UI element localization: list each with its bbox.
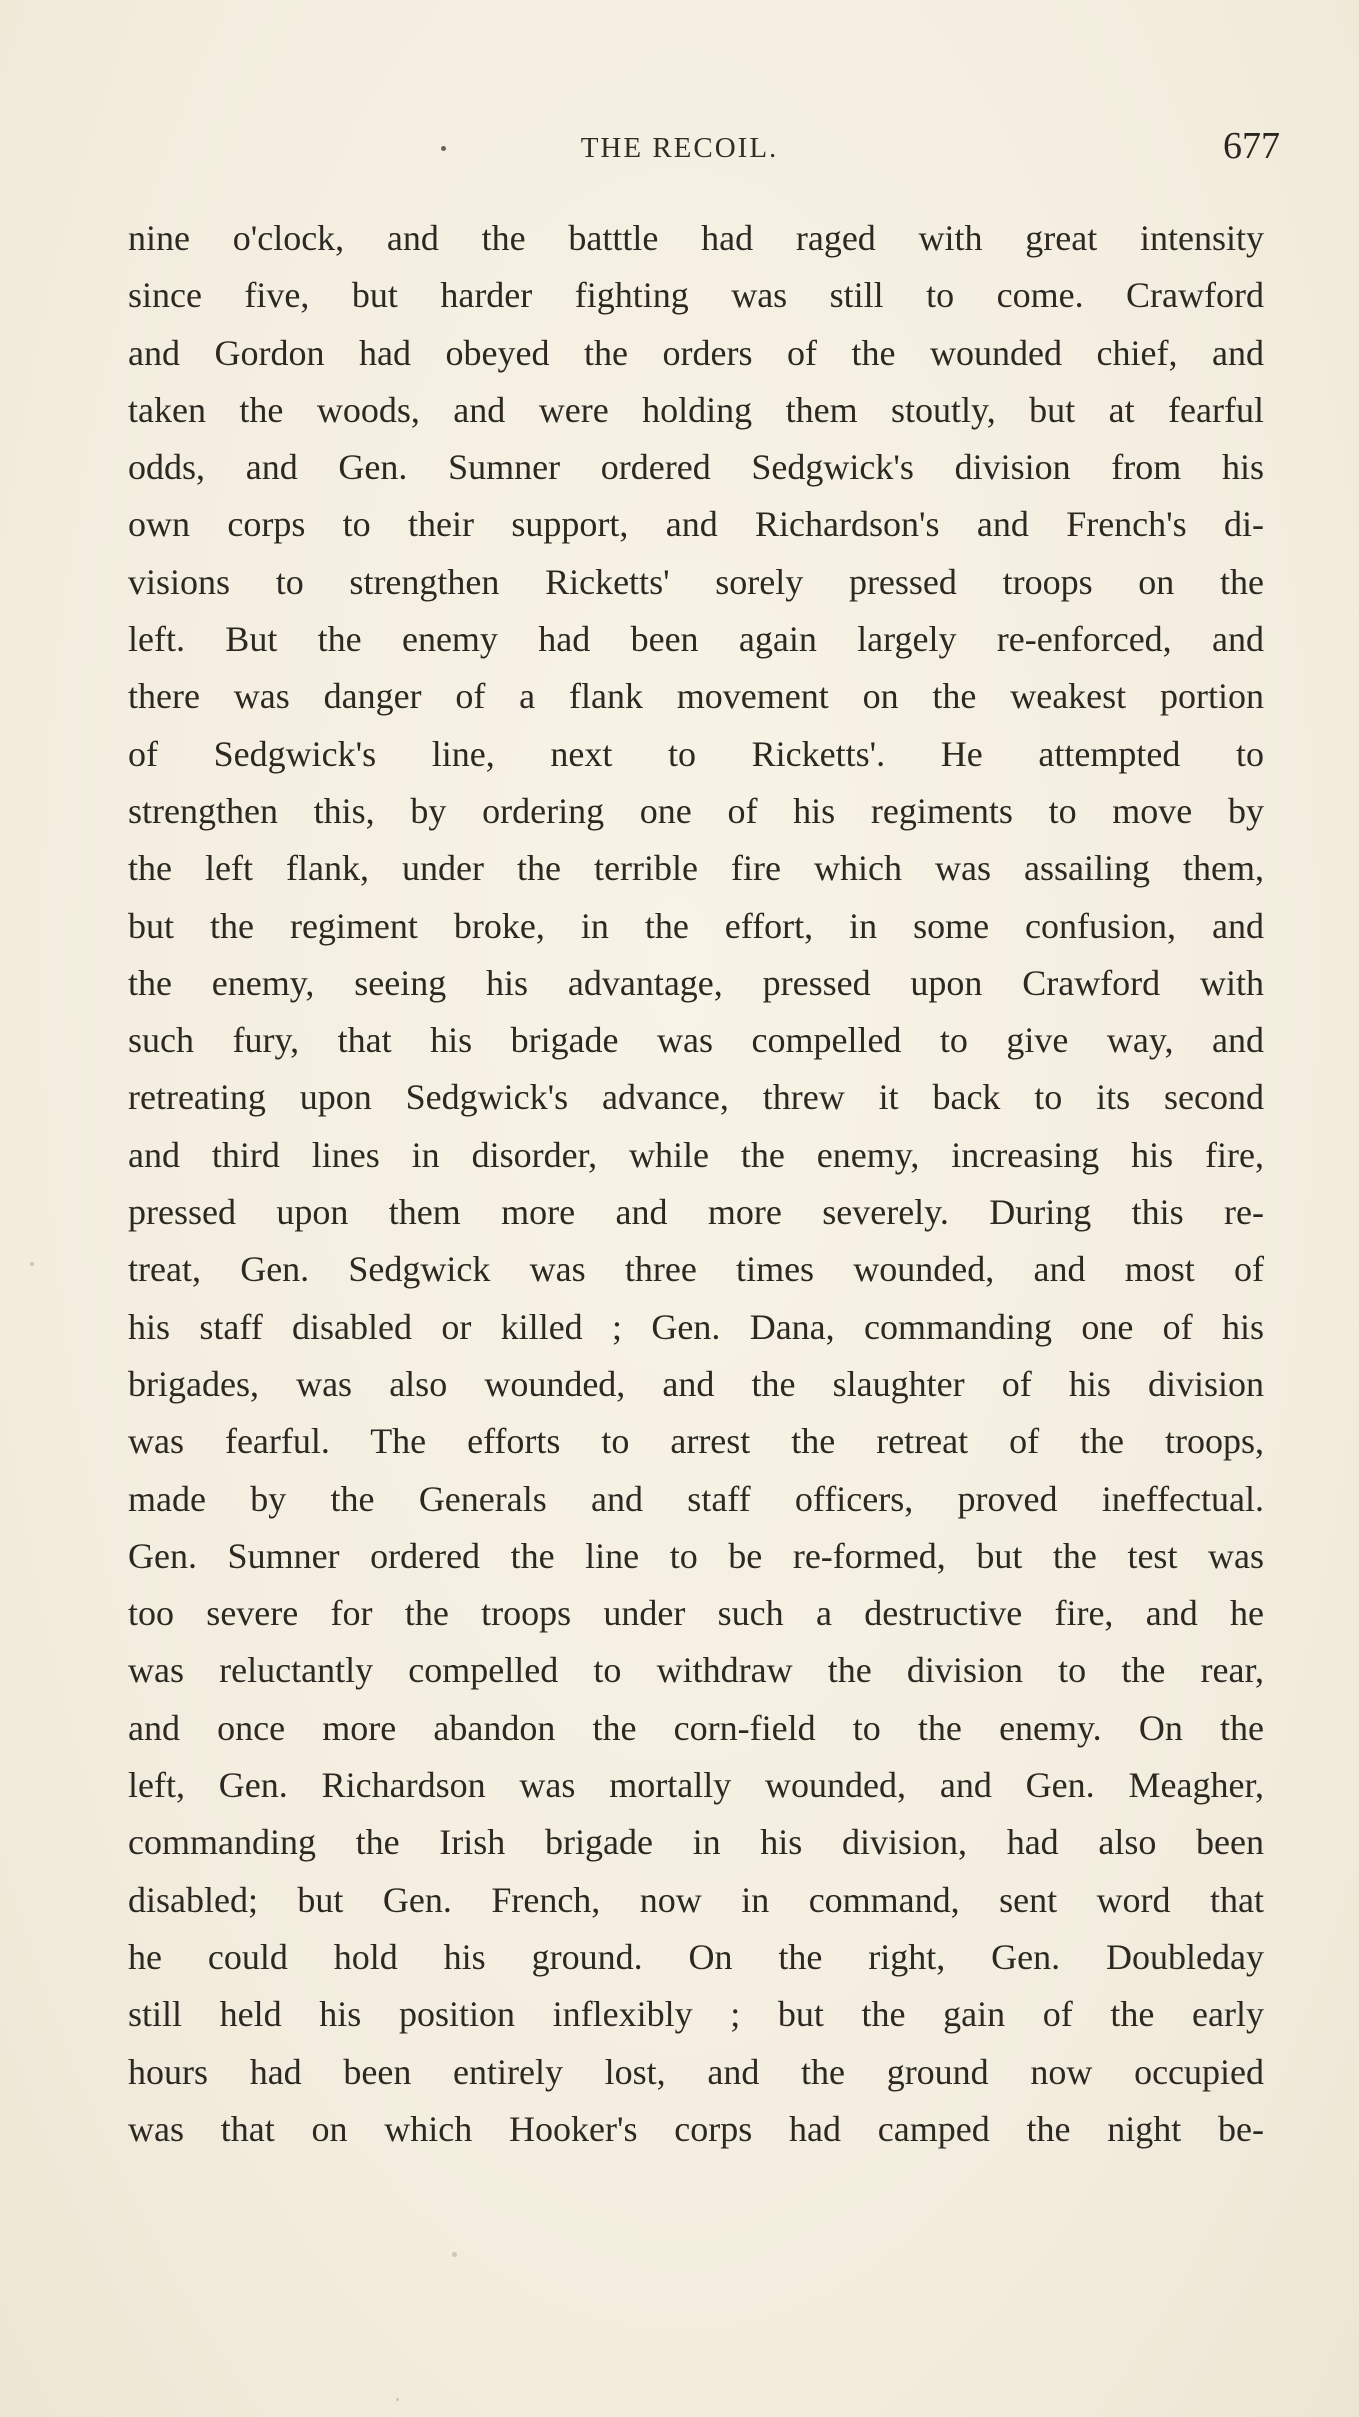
text-line: the left flank, under the terrible fire which was assailing them, bbox=[128, 848, 1264, 889]
text-line: the enemy, seeing his advantage, pressed upon Crawford with bbox=[128, 962, 1264, 1003]
text-line: retreating upon Sedgwick's advance, threw it back to its second bbox=[128, 1077, 1264, 1118]
paper-speck bbox=[30, 1262, 34, 1266]
text-line: since five, but harder fighting was still to come. Crawford bbox=[128, 275, 1264, 316]
text-line: treat, Gen. Sedgwick was three times wounded, and most of bbox=[128, 1249, 1264, 1290]
chapter-title: THE RECOIL. bbox=[580, 132, 779, 164]
text-line: commanding the Irish brigade in his division, had also been bbox=[128, 1822, 1264, 1863]
text-line: visions to strengthen Ricketts' sorely pressed troops on the bbox=[128, 561, 1264, 602]
body-text bbox=[128, 210, 1264, 2158]
text-line: was fearful. The efforts to arrest the retreat of the troops, bbox=[128, 1421, 1264, 1462]
text-line: Gen. Sumner ordered the line to be re-formed, but the test was bbox=[128, 1535, 1264, 1576]
page-number: 677 bbox=[1223, 125, 1280, 167]
text-line: strengthen this, by ordering one of his regiments to move by bbox=[128, 790, 1264, 831]
text-line: and Gordon had obeyed the orders of the wounded chief, and bbox=[128, 332, 1264, 373]
text-line: own corps to their support, and Richardson's and French's di- bbox=[128, 504, 1264, 545]
text-line: brigades, was also wounded, and the slaughter of his division bbox=[128, 1363, 1264, 1404]
text-line: was that on which Hooker's corps had camped the night be- bbox=[128, 2108, 1264, 2149]
text-line: but the regiment broke, in the effort, in some confusion, and bbox=[128, 905, 1264, 946]
text-line: was reluctantly compelled to withdraw the division to the rear, bbox=[128, 1650, 1264, 1691]
text-line: odds, and Gen. Sumner ordered Sedgwick's division from his bbox=[128, 447, 1264, 488]
text-line: nine o'clock, and the batttle had raged with great intensity bbox=[128, 218, 1264, 258]
text-line: he could hold his ground. On the right, Gen. Doubleday bbox=[128, 1936, 1264, 1977]
text-line: his staff disabled or killed ; Gen. Dana, commanding one of his bbox=[128, 1306, 1264, 1347]
text-line: and third lines in disorder, while the enemy, increasing his fire, bbox=[128, 1134, 1264, 1175]
text-line: left, Gen. Richardson was mortally wounded, and Gen. Meagher, bbox=[128, 1765, 1264, 1806]
text-line: there was danger of a flank movement on the weakest portion bbox=[128, 676, 1264, 717]
running-head bbox=[0, 120, 1359, 180]
text-line: of Sedgwick's line, next to Ricketts'. He attempted to bbox=[128, 733, 1264, 774]
text-line: pressed upon them more and more severely. During this re- bbox=[128, 1192, 1264, 1233]
text-line: left. But the enemy had been again largely re-enforced, and bbox=[128, 619, 1264, 660]
text-line: disabled; but Gen. French, now in command, sent word that bbox=[128, 1879, 1264, 1920]
paper-speck bbox=[452, 2252, 457, 2257]
text-line: too severe for the troops under such a destructive fire, and he bbox=[128, 1593, 1264, 1634]
text-line: taken the woods, and were holding them stoutly, but at fearful bbox=[128, 389, 1264, 430]
text-line: and once more abandon the corn-field to the enemy. On the bbox=[128, 1707, 1264, 1748]
text-line: hours had been entirely lost, and the ground now occupied bbox=[128, 2051, 1264, 2092]
text-line: still held his position inflexibly ; but the gain of the early bbox=[128, 1994, 1264, 2035]
paper-speck bbox=[396, 2398, 399, 2401]
text-line: made by the Generals and staff officers, proved ineffectual. bbox=[128, 1478, 1264, 1519]
text-line: such fury, that his brigade was compelled to give way, and bbox=[128, 1020, 1264, 1061]
